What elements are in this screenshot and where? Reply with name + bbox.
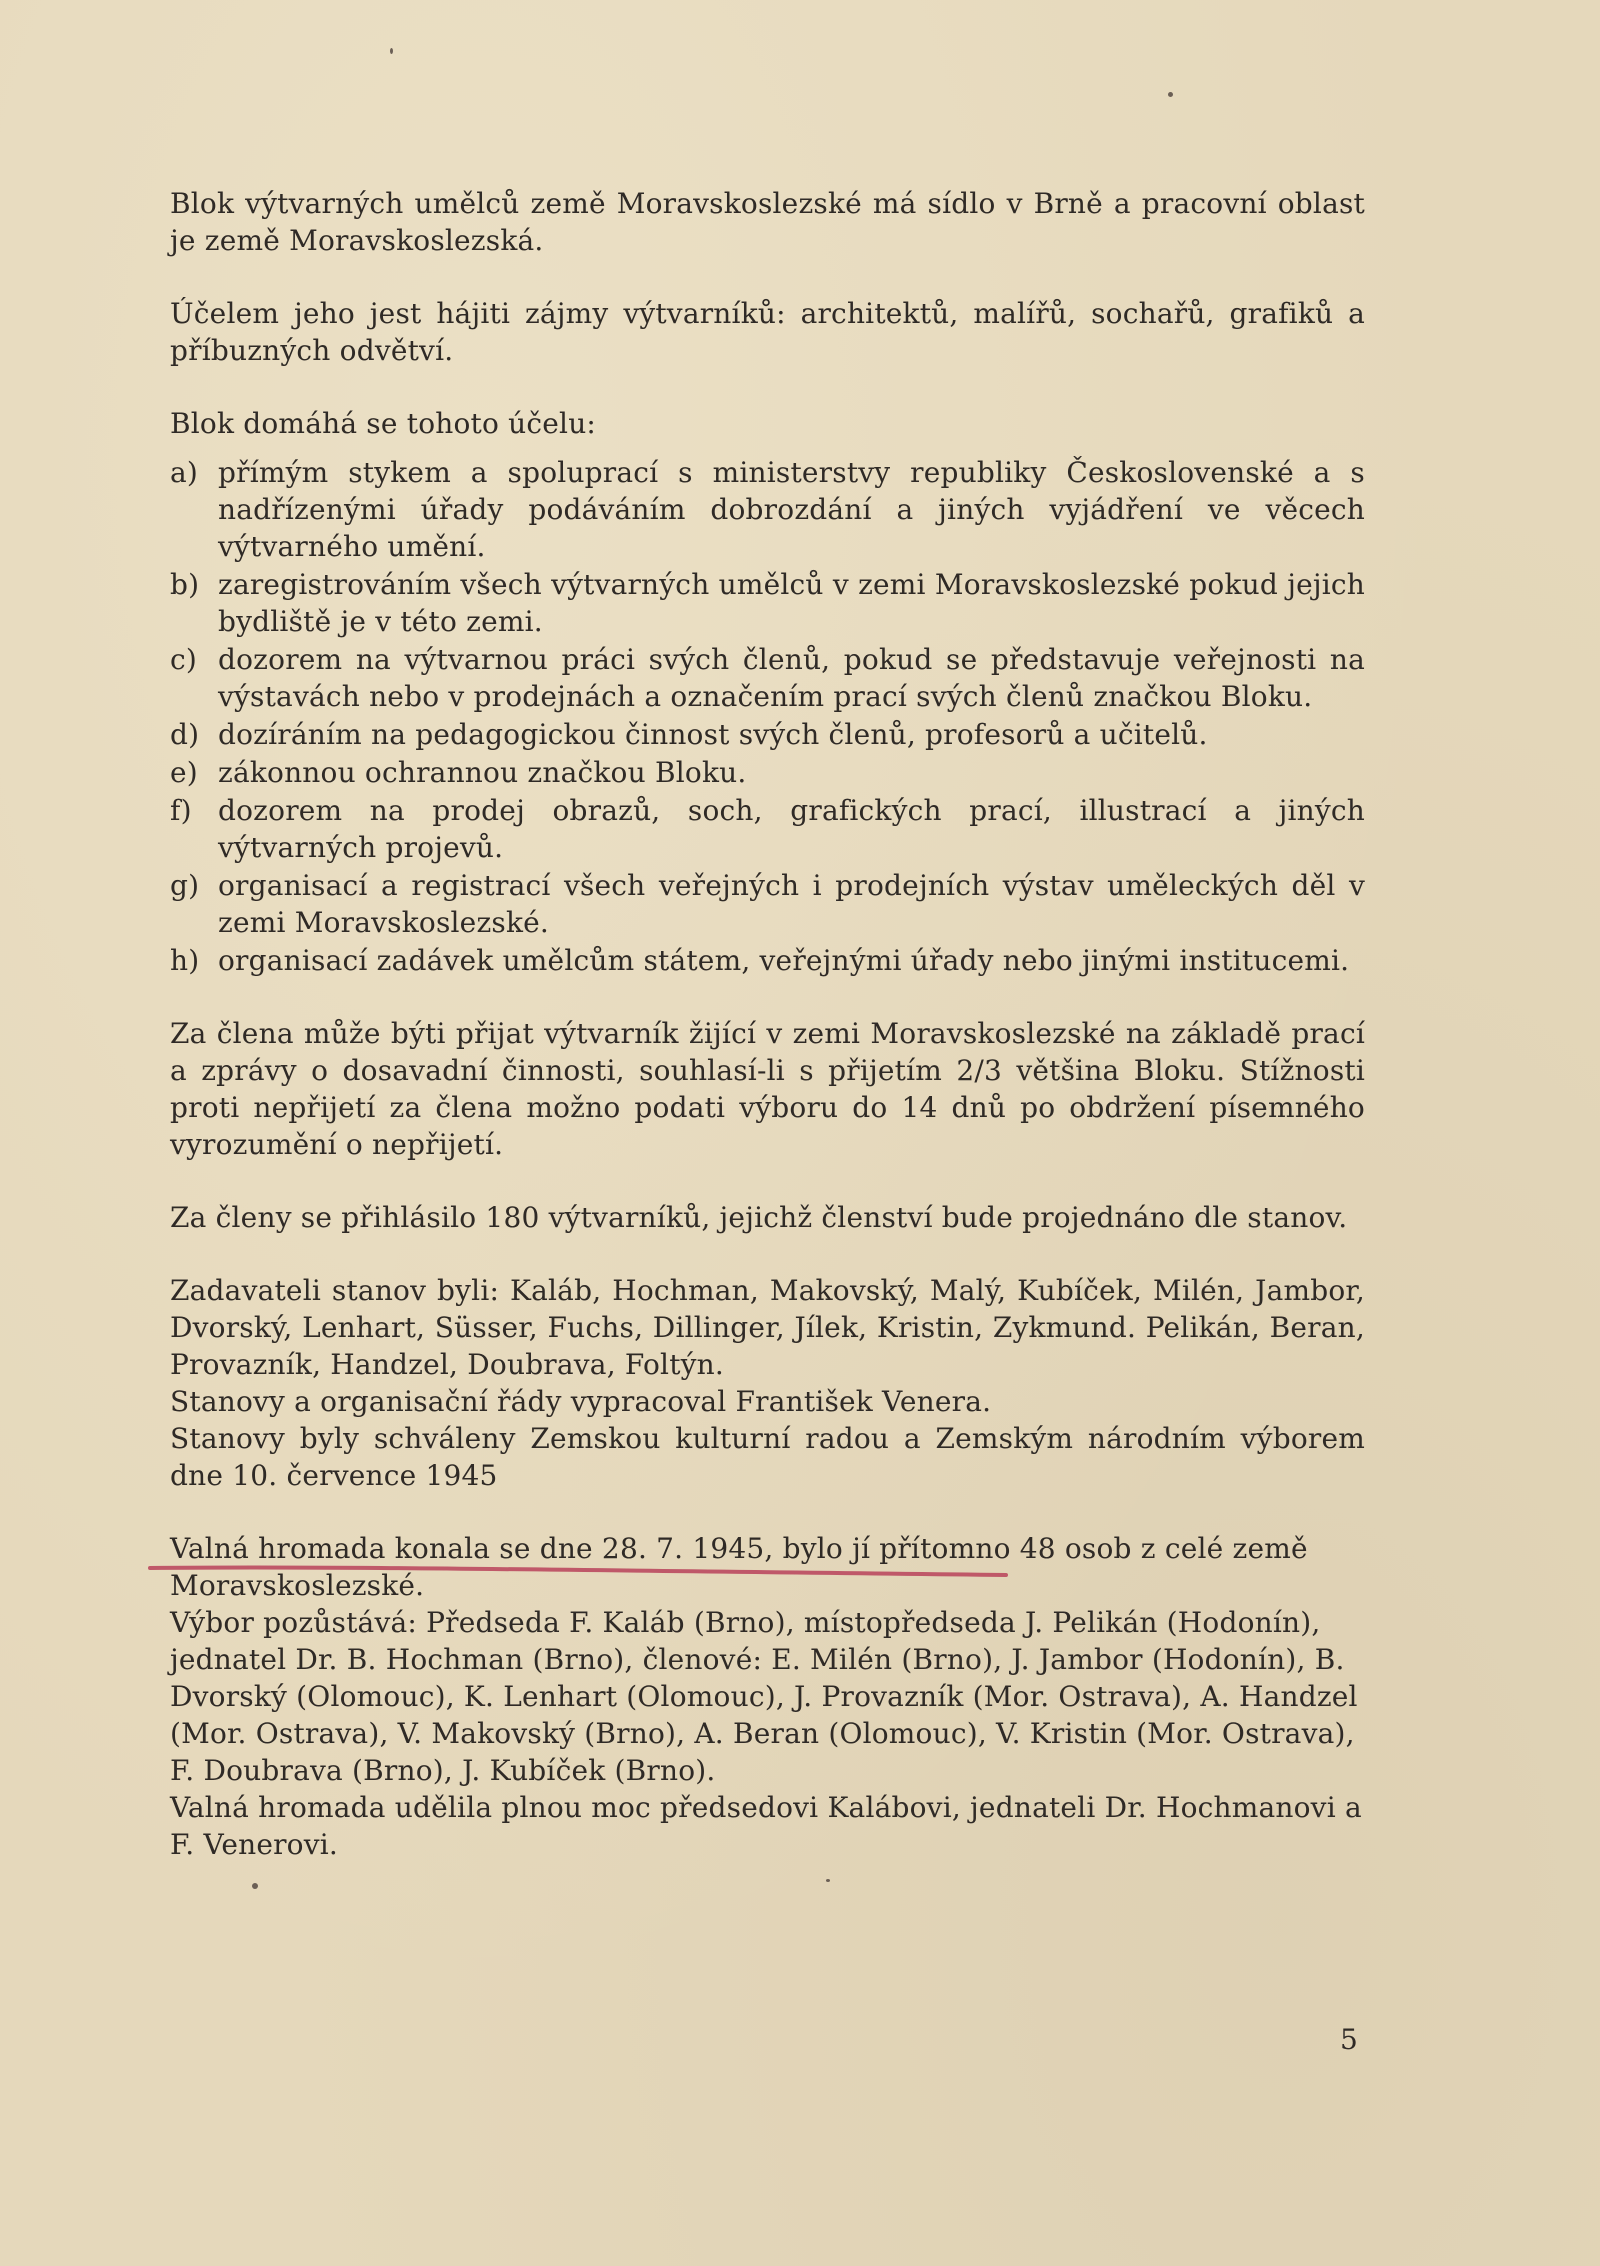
list-item [170,566,1365,640]
list-marker: g) [170,869,200,902]
statutes-approval-text: Stanovy byly schváleny Zemskou kulturní radou a Zemským národním výborem dne 10. července 1945 [170,1422,1365,1492]
list-item [170,716,1365,753]
list-item [170,792,1365,866]
list-item-text: dozíráním na pedagogickou činnost svých členů, profesorů a učitelů. [218,718,1208,751]
membership-paragraph: Za člena může býti přijat výtvarník žijící v zemi Moravskoslezské na základě prací a zprávy o dosavadní činnosti, souhlasí-li s přijetím 2/3 většina Bloku. Stížnosti proti nepřijetí za člena možno podati výboru do 14 dnů po obdržení písemného vyrozumění o nepřijetí. [170,1017,1365,1161]
meeting-text: Valná hromada konala se dne 28. 7. 1945, bylo jí přítomno 48 osob z celé země Moravskoslezské. [170,1532,1308,1602]
list-item [170,754,1365,791]
list-marker: e) [170,756,198,789]
page-number: 5 [1340,2023,1358,2056]
list-marker: a) [170,456,199,489]
paper-speck [390,48,393,54]
list-marker: b) [170,568,200,601]
power-of-attorney-text: Valná hromada udělila plnou moc předsedovi Kalábovi, jednateli Dr. Hochmanovi a F. Venerovi. [170,1791,1362,1861]
list-item-text: organisací a registrací všech veřejných i prodejních výstav uměleckých děl v zemi Moravskoslezské. [218,869,1365,939]
list-item [170,942,1365,979]
paper-speck [826,1879,830,1882]
list-item-text: dozorem na výtvarnou práci svých členů, pokud se představuje veřejnosti na výstavách nebo v prodejnách a označením prací svých členů značkou Bloku. [218,643,1365,713]
list-item-text: dozorem na prodej obrazů, soch, grafických prací, illustrací a jiných výtvarných projevů. [218,794,1365,864]
list-marker: f) [170,794,192,827]
list-marker: d) [170,718,200,751]
statutes-block [170,1272,1365,1494]
list-item-text: zákonnou ochrannou značkou Bloku. [218,756,747,789]
list-item [170,641,1365,715]
statutes-author-text: Stanovy a organisační řády vypracoval František Venera. [170,1385,992,1418]
purpose-paragraph: Účelem jeho jest hájiti zájmy výtvarníků: architektů, malířů, sochařů, grafiků a příbuzných odvětví. [170,297,1365,367]
list-item-text: organisací zadávek umělcům státem, veřejnými úřady nebo jinými institucemi. [218,944,1350,977]
intro-paragraph: Blok výtvarných umělců země Moravskoslezské má sídlo v Brně a pracovní oblast je země Moravskoslezská. [170,187,1365,257]
list-item [170,454,1365,565]
list-item-text: přímým stykem a spoluprací s ministerstvy republiky Československé a s nadřízenými úřady podáváním dobrozdání a jiných vyjádření ve věcech výtvarného umění. [218,456,1365,563]
list-item-text: zaregistrováním všech výtvarných umělců v zemi Moravskoslezské pokud jejich bydliště je v této zemi. [218,568,1365,638]
committee-text: Výbor pozůstává: Předseda F. Kaláb (Brno), místopředseda J. Pelikán (Hodonín), jednatel Dr. B. Hochman (Brno), členové: E. Milén (Brno), J. Jambor (Hodonín), B. Dvorský (Olomouc), K. Lenhart (Olomouc), J. Provazník (Mor. Ostrava), A. Handzel (Mor. Ostrava), V. Makovský (Brno), A. Beran (Olomouc), V. Kristin (Mor. Ostrava), F. Doubrava (Brno), J. Kubíček (Brno). [170,1606,1358,1787]
paper-speck [1168,92,1173,97]
meeting-block [170,1530,1365,1863]
paper-speck [252,1883,258,1889]
list-marker: h) [170,944,200,977]
meeting-paragraph [170,1530,1365,1604]
list-marker: c) [170,643,198,676]
means-intro: Blok domáhá se tohoto účelu: [170,407,597,440]
means-list [170,454,1365,979]
list-item [170,867,1365,941]
document-body [170,185,1365,1863]
applicants-paragraph: Za členy se přihlásilo 180 výtvarníků, jejichž členství bude projednáno dle stanov. [170,1201,1348,1234]
founders-text: Zadavateli stanov byli: Kaláb, Hochman, Makovský, Malý, Kubíček, Milén, Jambor, Dvorský, Lenhart, Süsser, Fuchs, Dillinger, Jílek, Kristin, Zykmund. Pelikán, Beran, Provazník, Handzel, Doubrava, Foltýn. [170,1274,1365,1381]
